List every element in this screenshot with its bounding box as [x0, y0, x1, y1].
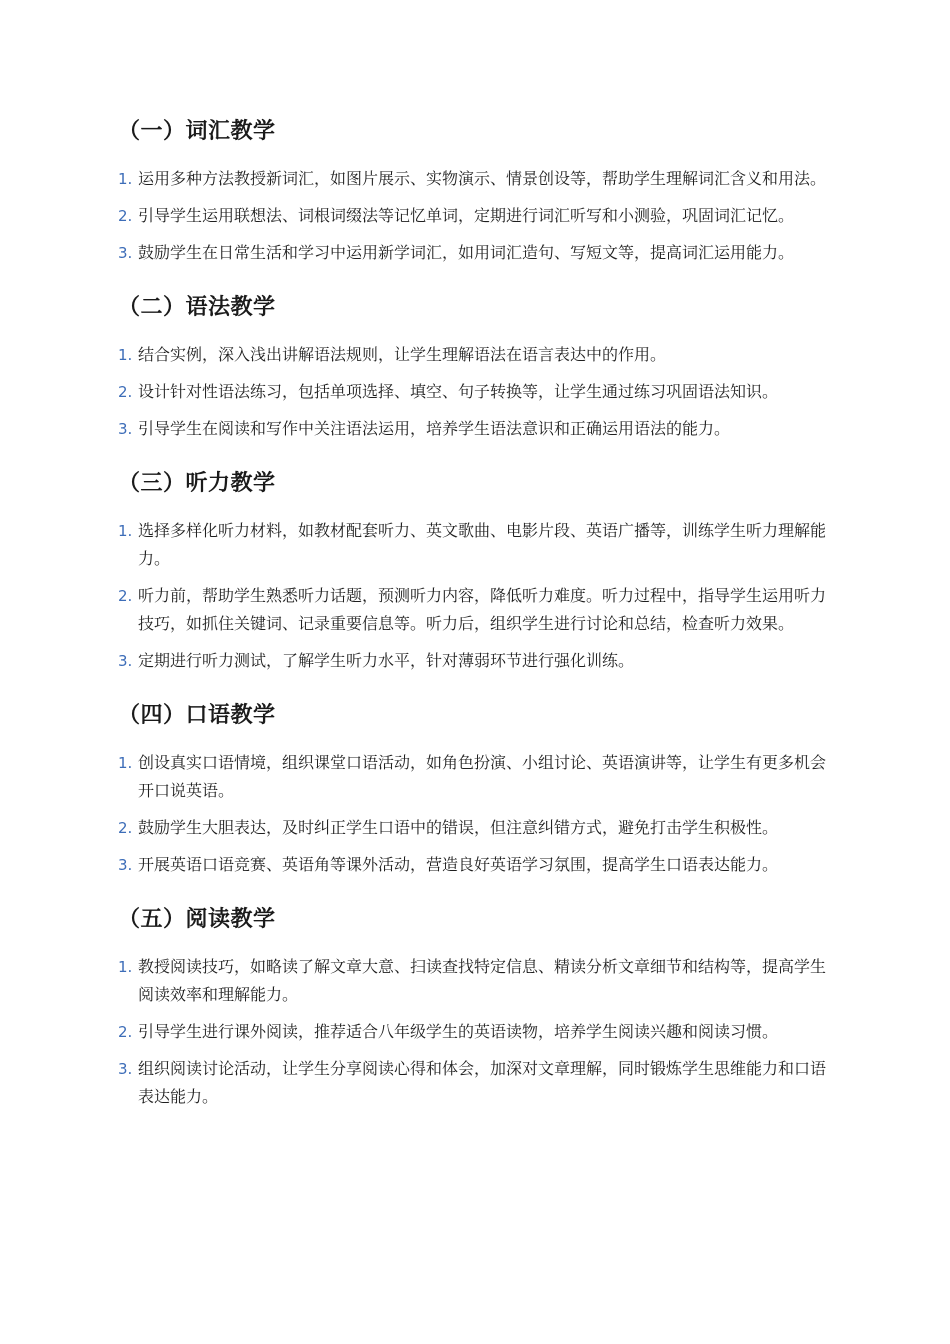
item-number: 3. [118, 420, 133, 438]
section-title: （四）口语教学 [118, 703, 276, 728]
item-number: 2. [118, 587, 133, 605]
section-speaking [118, 697, 840, 879]
item-number: 1. [118, 170, 133, 188]
item-number: 1. [118, 754, 133, 772]
section-title: （三）听力教学 [118, 471, 276, 496]
item-text: 鼓励学生大胆表达，及时纠正学生口语中的错误，但注意纠错方式，避免打击学生积极性。 [138, 818, 779, 837]
list-item [118, 814, 840, 842]
item-list [118, 341, 840, 443]
item-text: 创设真实口语情境，组织课堂口语活动，如角色扮演、小组讨论、英语演讲等，让学生有更多机会开口说英语。 [138, 753, 827, 800]
section-vocabulary [118, 113, 840, 267]
list-item [118, 165, 840, 193]
item-number: 1. [118, 958, 133, 976]
section-listening [118, 465, 840, 675]
list-item [118, 239, 840, 267]
list-item [118, 749, 840, 805]
item-text: 引导学生在阅读和写作中关注语法运用，培养学生语法意识和正确运用语法的能力。 [138, 419, 731, 438]
item-text: 定期进行听力测试，了解学生听力水平，针对薄弱环节进行强化训练。 [138, 651, 635, 670]
item-text: 设计针对性语法练习，包括单项选择、填空、句子转换等，让学生通过练习巩固语法知识。 [138, 382, 779, 401]
list-item [118, 415, 840, 443]
list-item [118, 341, 840, 369]
item-text: 运用多种方法教授新词汇，如图片展示、实物演示、情景创设等，帮助学生理解词汇含义和用法。 [138, 169, 827, 188]
item-number: 1. [118, 522, 133, 540]
item-text: 组织阅读讨论活动，让学生分享阅读心得和体会，加深对文章理解，同时锻炼学生思维能力和口语表达能力。 [138, 1059, 827, 1106]
item-number: 2. [118, 207, 133, 225]
item-number: 2. [118, 383, 133, 401]
item-number: 3. [118, 244, 133, 262]
item-number: 1. [118, 346, 133, 364]
list-item [118, 851, 840, 879]
item-list [118, 953, 840, 1111]
item-text: 开展英语口语竞赛、英语角等课外活动，营造良好英语学习氛围，提高学生口语表达能力。 [138, 855, 779, 874]
item-number: 2. [118, 1023, 133, 1041]
list-item [118, 953, 840, 1009]
list-item [118, 517, 840, 573]
item-number: 3. [118, 652, 133, 670]
item-text: 选择多样化听力材料，如教材配套听力、英文歌曲、电影片段、英语广播等，训练学生听力理解能力。 [138, 521, 827, 568]
item-text: 听力前，帮助学生熟悉听力话题，预测听力内容，降低听力难度。听力过程中，指导学生运用听力技巧，如抓住关键词、记录重要信息等。听力后，组织学生进行讨论和总结，检查听力效果。 [138, 586, 827, 633]
item-list [118, 749, 840, 879]
section-title: （五）阅读教学 [118, 907, 276, 932]
section-title: （二）语法教学 [118, 295, 276, 320]
section-title: （一）词汇教学 [118, 119, 276, 144]
item-number: 3. [118, 856, 133, 874]
item-number: 3. [118, 1060, 133, 1078]
list-item [118, 1055, 840, 1111]
list-item [118, 647, 840, 675]
item-text: 教授阅读技巧，如略读了解文章大意、扫读查找特定信息、精读分析文章细节和结构等，提高学生阅读效率和理解能力。 [138, 957, 827, 1004]
item-text: 引导学生进行课外阅读，推荐适合八年级学生的英语读物，培养学生阅读兴趣和阅读习惯。 [138, 1022, 779, 1041]
list-item [118, 378, 840, 406]
item-number: 2. [118, 819, 133, 837]
list-item [118, 202, 840, 230]
list-item [118, 582, 840, 638]
section-reading [118, 901, 840, 1111]
item-text: 引导学生运用联想法、词根词缀法等记忆单词，定期进行词汇听写和小测验，巩固词汇记忆。 [138, 206, 795, 225]
item-text: 鼓励学生在日常生活和学习中运用新学词汇，如用词汇造句、写短文等，提高词汇运用能力。 [138, 243, 795, 262]
item-list [118, 165, 840, 267]
item-text: 结合实例，深入浅出讲解语法规则，让学生理解语法在语言表达中的作用。 [138, 345, 667, 364]
section-grammar [118, 289, 840, 443]
list-item [118, 1018, 840, 1046]
item-list [118, 517, 840, 675]
